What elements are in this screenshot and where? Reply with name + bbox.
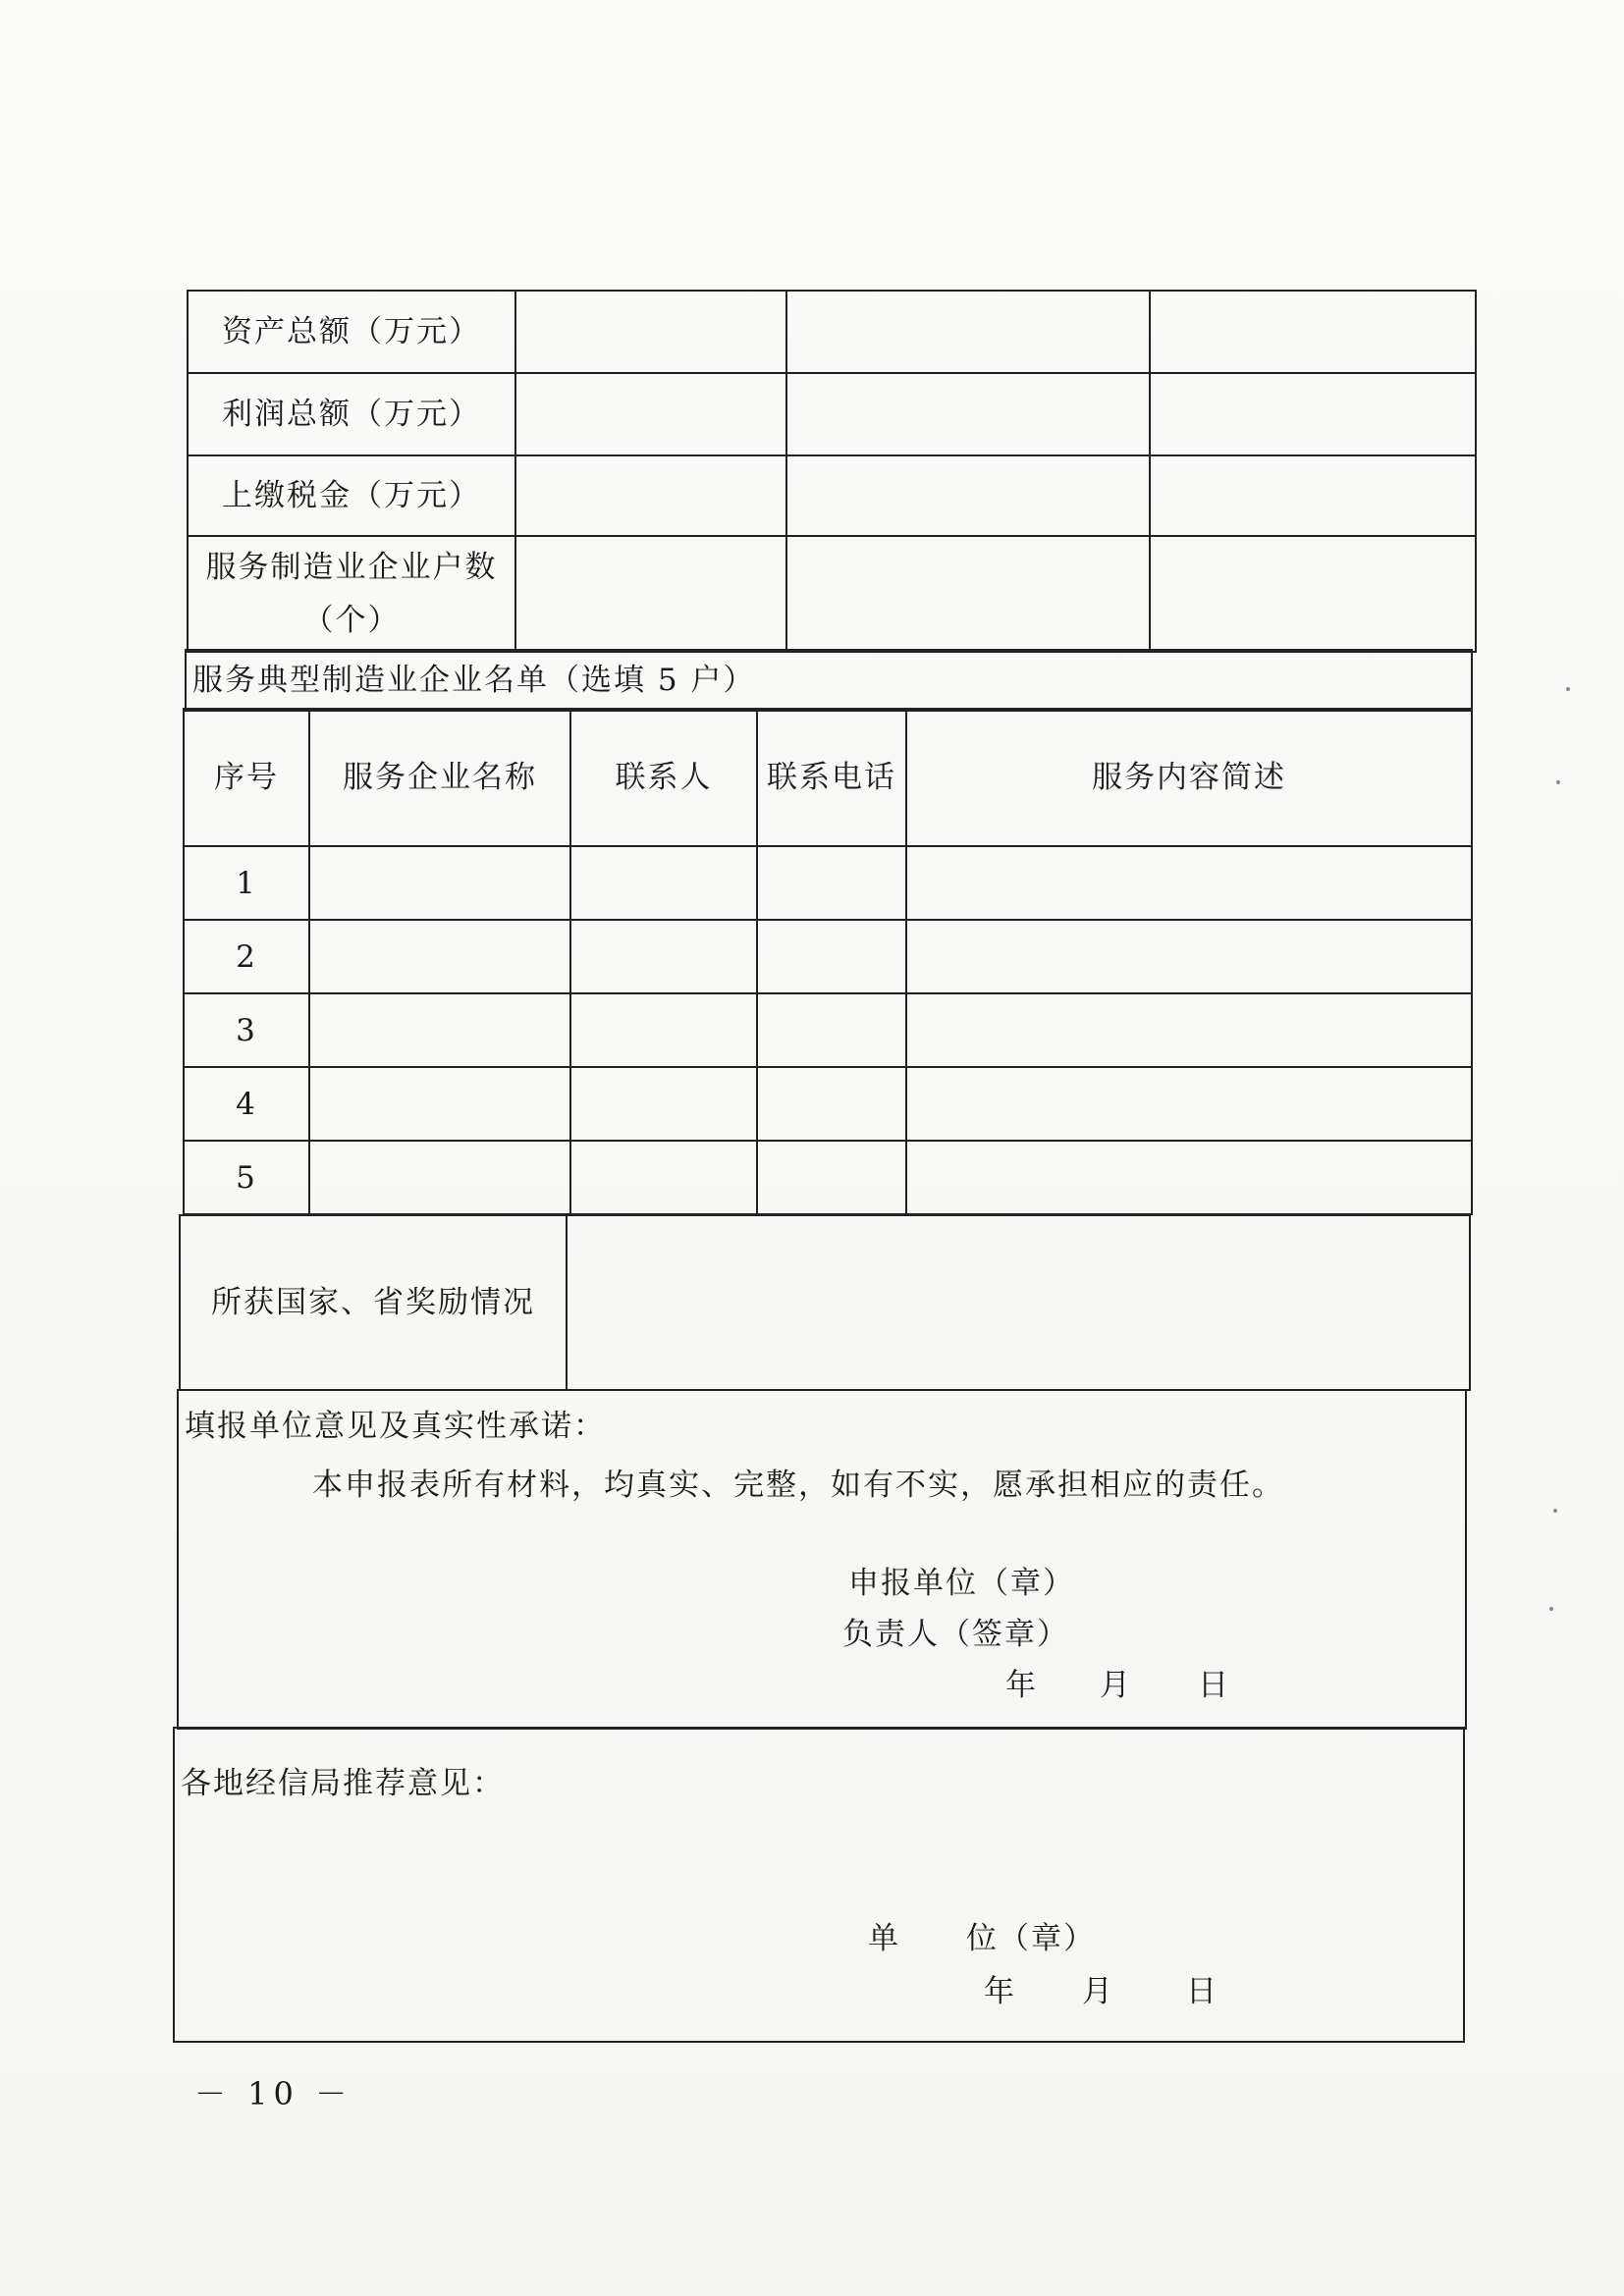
cell-service[interactable]: [906, 920, 1472, 993]
scan-speck: [1549, 1607, 1553, 1611]
enterprise-list-title: 服务典型制造业企业名单（选填 5 户）: [186, 650, 1472, 711]
cell-name[interactable]: [309, 1067, 570, 1141]
row-index: 3: [184, 993, 309, 1067]
row-index: 5: [184, 1141, 309, 1214]
commitment-date: [185, 1666, 1465, 1719]
finance-row-enterprise-count: [188, 536, 1476, 652]
unit-seal-line: [185, 1560, 1465, 1613]
table-row: [184, 920, 1472, 993]
finance-row-label: 利润总额（万元）: [188, 373, 515, 455]
finance-cell[interactable]: [786, 291, 1150, 373]
cell-contact[interactable]: [570, 993, 757, 1067]
finance-row-profit: [188, 373, 1476, 455]
row-index: 4: [184, 1067, 309, 1141]
unit-seal-label: 申报单位（章）: [848, 1566, 1075, 1601]
recommendation-table: [173, 1727, 1465, 2043]
person-sign-line: [185, 1613, 1465, 1666]
finance-row-taxes: [188, 455, 1476, 536]
finance-cell[interactable]: [515, 536, 786, 652]
cell-phone[interactable]: [757, 1141, 906, 1214]
finance-cell[interactable]: [1150, 291, 1476, 373]
finance-cell[interactable]: [515, 455, 786, 536]
label-line: （个）: [302, 603, 401, 638]
col-header-service: 服务内容简述: [906, 709, 1472, 846]
row-index: 2: [184, 920, 309, 993]
col-header-name: 服务企业名称: [309, 709, 570, 846]
col-header-phone: 联系电话: [757, 709, 906, 846]
scan-speck: [1553, 1509, 1557, 1513]
label-line: 服务制造业企业户数: [205, 550, 498, 585]
date-day: 日: [1186, 1974, 1218, 2009]
finance-cell[interactable]: [515, 373, 786, 455]
enterprise-list-table: [183, 708, 1473, 1215]
recommendation-unit-label: 单: [868, 1921, 900, 1956]
finance-row-label: 上缴税金（万元）: [188, 455, 515, 536]
cell-service[interactable]: [906, 846, 1472, 920]
enterprise-header-row: [184, 709, 1472, 846]
awards-table: [179, 1214, 1471, 1391]
cell-service[interactable]: [906, 1067, 1472, 1141]
table-row: [184, 1067, 1472, 1141]
recommendation-date: [181, 1968, 1463, 2021]
recommendation-unit-seal: 位（章）: [966, 1921, 1096, 1956]
cell-service[interactable]: [906, 993, 1472, 1067]
finance-cell[interactable]: [786, 536, 1150, 652]
date-month: 月: [1082, 1974, 1114, 2009]
scan-speck: [1556, 780, 1560, 784]
cell-phone[interactable]: [757, 1067, 906, 1141]
finance-cell[interactable]: [786, 455, 1150, 536]
cell-phone[interactable]: [757, 920, 906, 993]
recommendation-unit-line: [181, 1915, 1463, 1968]
finance-row-label: [188, 536, 515, 652]
cell-contact[interactable]: [570, 920, 757, 993]
date-day: 日: [1198, 1668, 1230, 1703]
date-year: 年: [1005, 1668, 1038, 1703]
cell-service[interactable]: [906, 1141, 1472, 1214]
table-row: [184, 1141, 1472, 1214]
commitment-statement: 本申报表所有材料，均真实、完整，如有不实，愿承担相应的责任。: [312, 1468, 1284, 1503]
finance-cell[interactable]: [1150, 455, 1476, 536]
commitment-title: 填报单位意见及真实性承诺：: [185, 1409, 606, 1444]
finance-table: [187, 290, 1477, 653]
person-sign-label: 负责人（签章）: [842, 1617, 1069, 1652]
row-index: 1: [184, 846, 309, 920]
table-row: [184, 846, 1472, 920]
cell-contact[interactable]: [570, 1141, 757, 1214]
commitment-table: [177, 1389, 1467, 1730]
col-header-index: 序号: [184, 709, 309, 846]
cell-phone[interactable]: [757, 993, 906, 1067]
cell-name[interactable]: [309, 993, 570, 1067]
date-month: 月: [1100, 1668, 1132, 1703]
cell-phone[interactable]: [757, 846, 906, 920]
cell-name[interactable]: [309, 920, 570, 993]
table-row: [184, 993, 1472, 1067]
finance-cell[interactable]: [515, 291, 786, 373]
cell-name[interactable]: [309, 1141, 570, 1214]
finance-cell[interactable]: [1150, 536, 1476, 652]
awards-label: 所获国家、省奖励情况: [180, 1215, 567, 1390]
cell-contact[interactable]: [570, 1067, 757, 1141]
awards-input[interactable]: [567, 1215, 1470, 1390]
recommendation-block: [174, 1728, 1464, 2042]
finance-row-label: 资产总额（万元）: [188, 291, 515, 373]
finance-cell[interactable]: [1150, 373, 1476, 455]
page-number: － 10 －: [194, 2075, 353, 2112]
cell-name[interactable]: [309, 846, 570, 920]
commitment-block: [178, 1390, 1466, 1729]
recommendation-title: 各地经信局推荐意见：: [181, 1766, 505, 1801]
scan-speck: [1566, 687, 1570, 691]
date-year: 年: [984, 1974, 1016, 2009]
cell-contact[interactable]: [570, 846, 757, 920]
finance-cell[interactable]: [786, 373, 1150, 455]
finance-row-assets: [188, 291, 1476, 373]
col-header-contact: 联系人: [570, 709, 757, 846]
enterprise-list-title-table: [185, 649, 1473, 712]
